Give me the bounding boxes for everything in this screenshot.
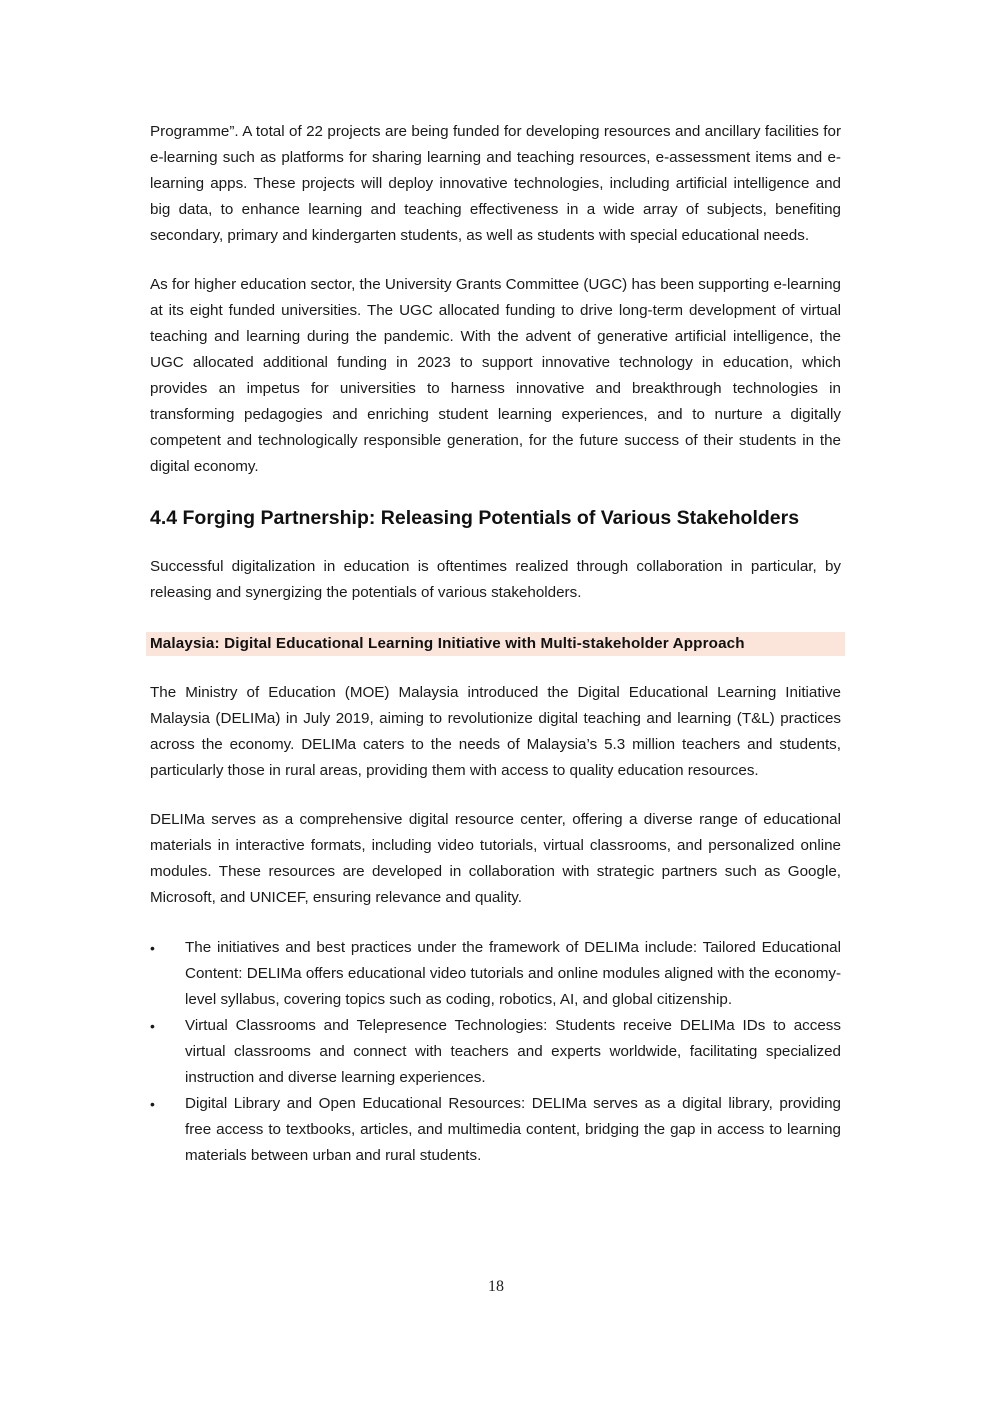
list-item bbox=[150, 1091, 841, 1169]
list-item bbox=[150, 935, 841, 1013]
page-number: 18 bbox=[488, 1278, 504, 1295]
section-heading: 4.4 Forging Partnership: Releasing Potentials of Various Stakeholders bbox=[150, 507, 800, 529]
document-page bbox=[150, 119, 841, 1169]
bullet-text: The initiatives and best practices under the framework of DELIMa include: Tailored Educational Content: DELIMa offers educational video tutorials and online modules aligned with the economy-level syllabus, covering topics such as coding, robotics, AI, and global citizenship. bbox=[185, 939, 841, 1008]
bullet-icon: • bbox=[150, 940, 155, 956]
paragraph-delima-intro: The Ministry of Education (MOE) Malaysia introduced the Digital Educational Learning Initiative Malaysia (DELIMa) in July 2019, aiming to revolutionize digital teaching and learning (T&L) practices across the economy. DELIMa caters to the needs of Malaysia’s 5.3 million teachers and students, particularly those in rural areas, providing them with access to quality education resources. bbox=[150, 684, 841, 779]
paragraph-funded-projects: Programme”. A total of 22 projects are being funded for developing resources and ancillary facilities for e-learning such as platforms for sharing learning and teaching resources, e-assessment items and e-learning apps. These projects will deploy innovative technologies, including artificial intelligence and big data, to enhance learning and teaching effectiveness in a wide array of subjects, benefiting secondary, primary and kindergarten students, as well as students with special educational needs. bbox=[150, 123, 841, 244]
paragraph-ugc-elearning: As for higher education sector, the University Grants Committee (UGC) has been supporting e-learning at its eight funded universities. The UGC allocated funding to drive long-term development of virtual teaching and learning during the pandemic. With the advent of generative artificial intelligence, the UGC allocated additional funding in 2023 to support innovative technology in education, which provides an impetus for universities to harness innovative and breakthrough technologies in transforming pedagogies and enriching student learning experiences, and to nurture a digitally competent and technologically responsible generation, for the future success of their students in the digital economy. bbox=[150, 276, 841, 475]
list-item bbox=[150, 1013, 841, 1091]
case-study-title-box: Malaysia: Digital Educational Learning Initiative with Multi-stakeholder Approach bbox=[146, 632, 845, 656]
paragraph-collaboration-intro: Successful digitalization in education is oftentimes realized through collaboration in particular, by releasing and synergizing the potentials of various stakeholders. bbox=[150, 558, 841, 601]
paragraph-delima-resources: DELIMa serves as a comprehensive digital resource center, offering a diverse range of educational materials in interactive formats, including video tutorials, virtual classrooms, and personalized online modules. These resources are developed in collaboration with strategic partners such as Google, Microsoft, and UNICEF, ensuring relevance and quality. bbox=[150, 811, 841, 906]
bullet-icon: • bbox=[150, 1018, 155, 1034]
bullet-text: Digital Library and Open Educational Resources: DELIMa serves as a digital library, providing free access to textbooks, articles, and multimedia content, bridging the gap in access to learning materials between urban and rural students. bbox=[185, 1095, 841, 1164]
bullet-icon: • bbox=[150, 1096, 155, 1112]
initiatives-bullet-list bbox=[150, 935, 841, 1169]
bullet-text: Virtual Classrooms and Telepresence Technologies: Students receive DELIMa IDs to access virtual classrooms and connect with teachers and experts worldwide, facilitating specialized instruction and diverse learning experiences. bbox=[185, 1017, 841, 1086]
